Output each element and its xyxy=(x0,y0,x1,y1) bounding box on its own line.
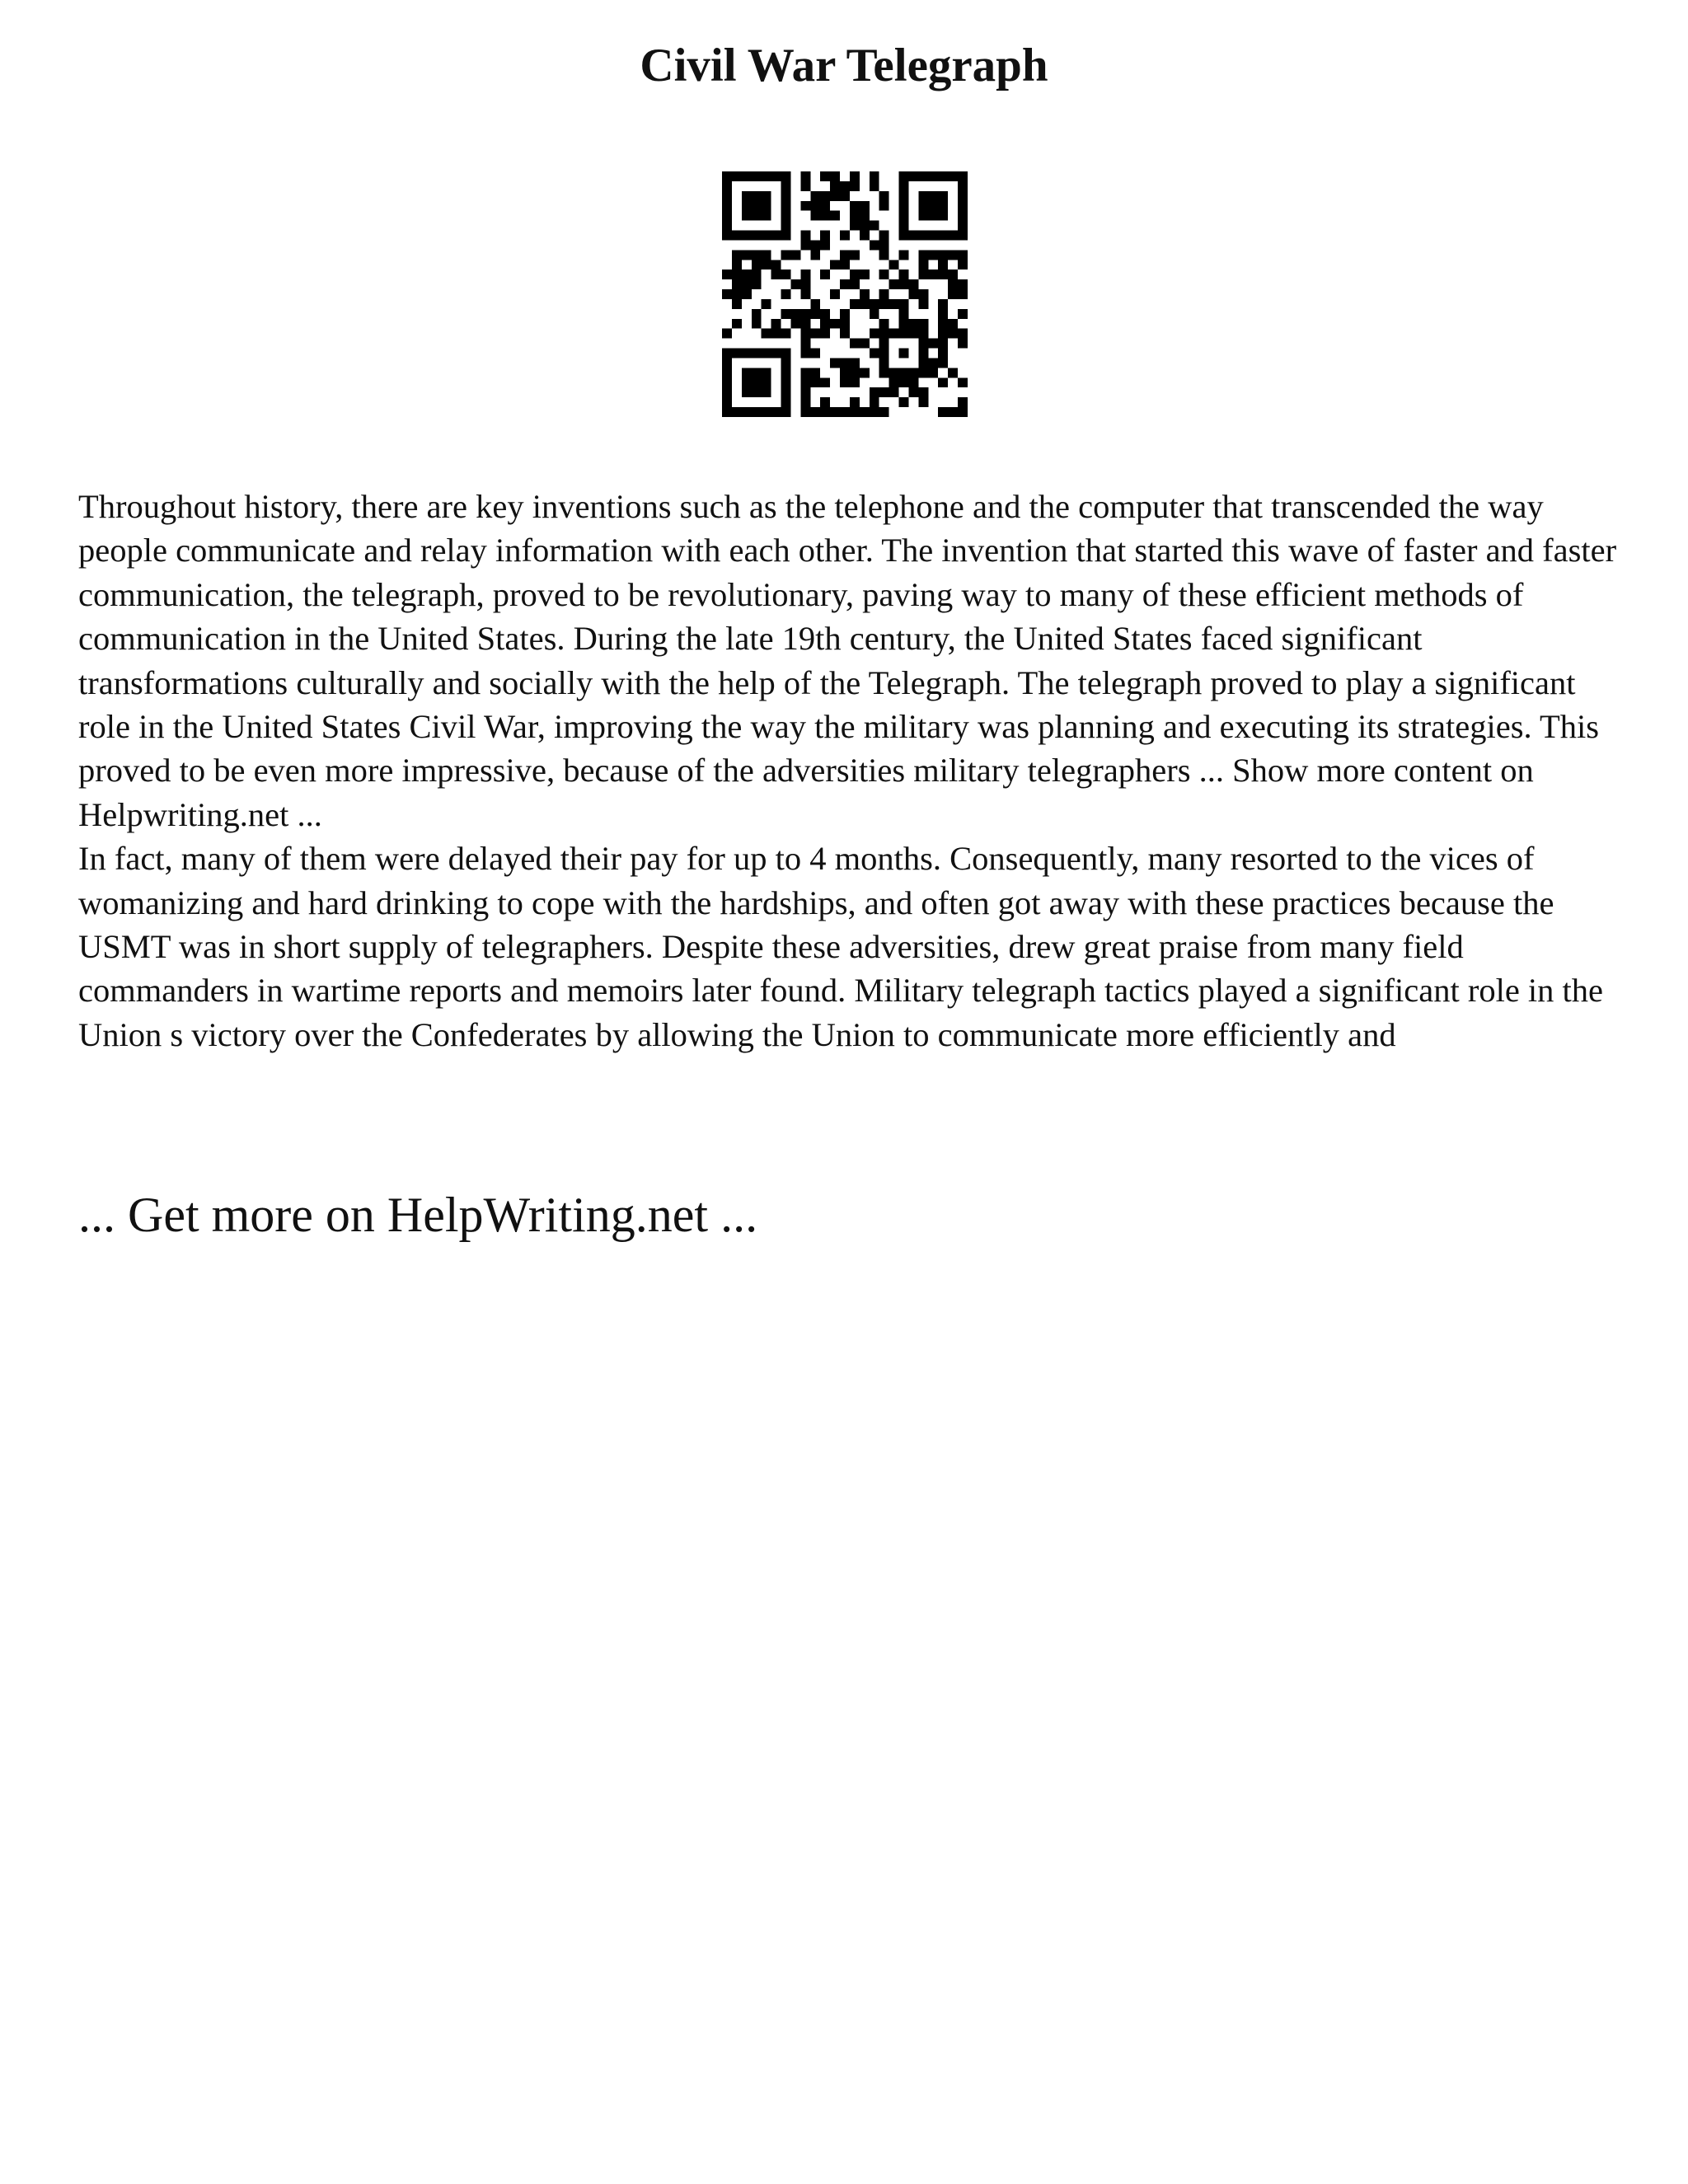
article-body xyxy=(78,485,1628,1057)
paragraph-intro: Throughout history, there are key inventions such as the telephone and the computer that transcended the way people communicate and relay information with each other. The invention that started this wave of faster and faster communication, the telegraph, proved to be revolutionary, paving way to many of these efficient methods of communication in the United States. During the late 19th century, the United States faced significant transformations culturally and socially with the help of the Telegraph. The telegraph proved to play a significant role in the United States Civil War, improving the way the military was planning and executing its strategies. This proved to be even more impressive, because of the adversities military telegraphers ... Show more content on Helpwriting.net ... xyxy=(78,488,1617,833)
qr-code-icon xyxy=(722,171,968,417)
get-more-link[interactable]: ... Get more on HelpWriting.net ... xyxy=(78,1188,758,1242)
paragraph-continued: In fact, many of them were delayed their pay for up to 4 months. Consequently, many resorted to the vices of womanizing and hard drinking to cope with the hardships, and often got away with these practices because the USMT was in short supply of telegraphers. Despite these adversities, drew great praise from many field commanders in wartime reports and memoirs later found. Military telegraph tactics played a significant role in the Union s victory over the Confederates by allowing the Union to communicate more efficiently and xyxy=(78,840,1604,1053)
document-title: Civil War Telegraph xyxy=(640,40,1048,91)
